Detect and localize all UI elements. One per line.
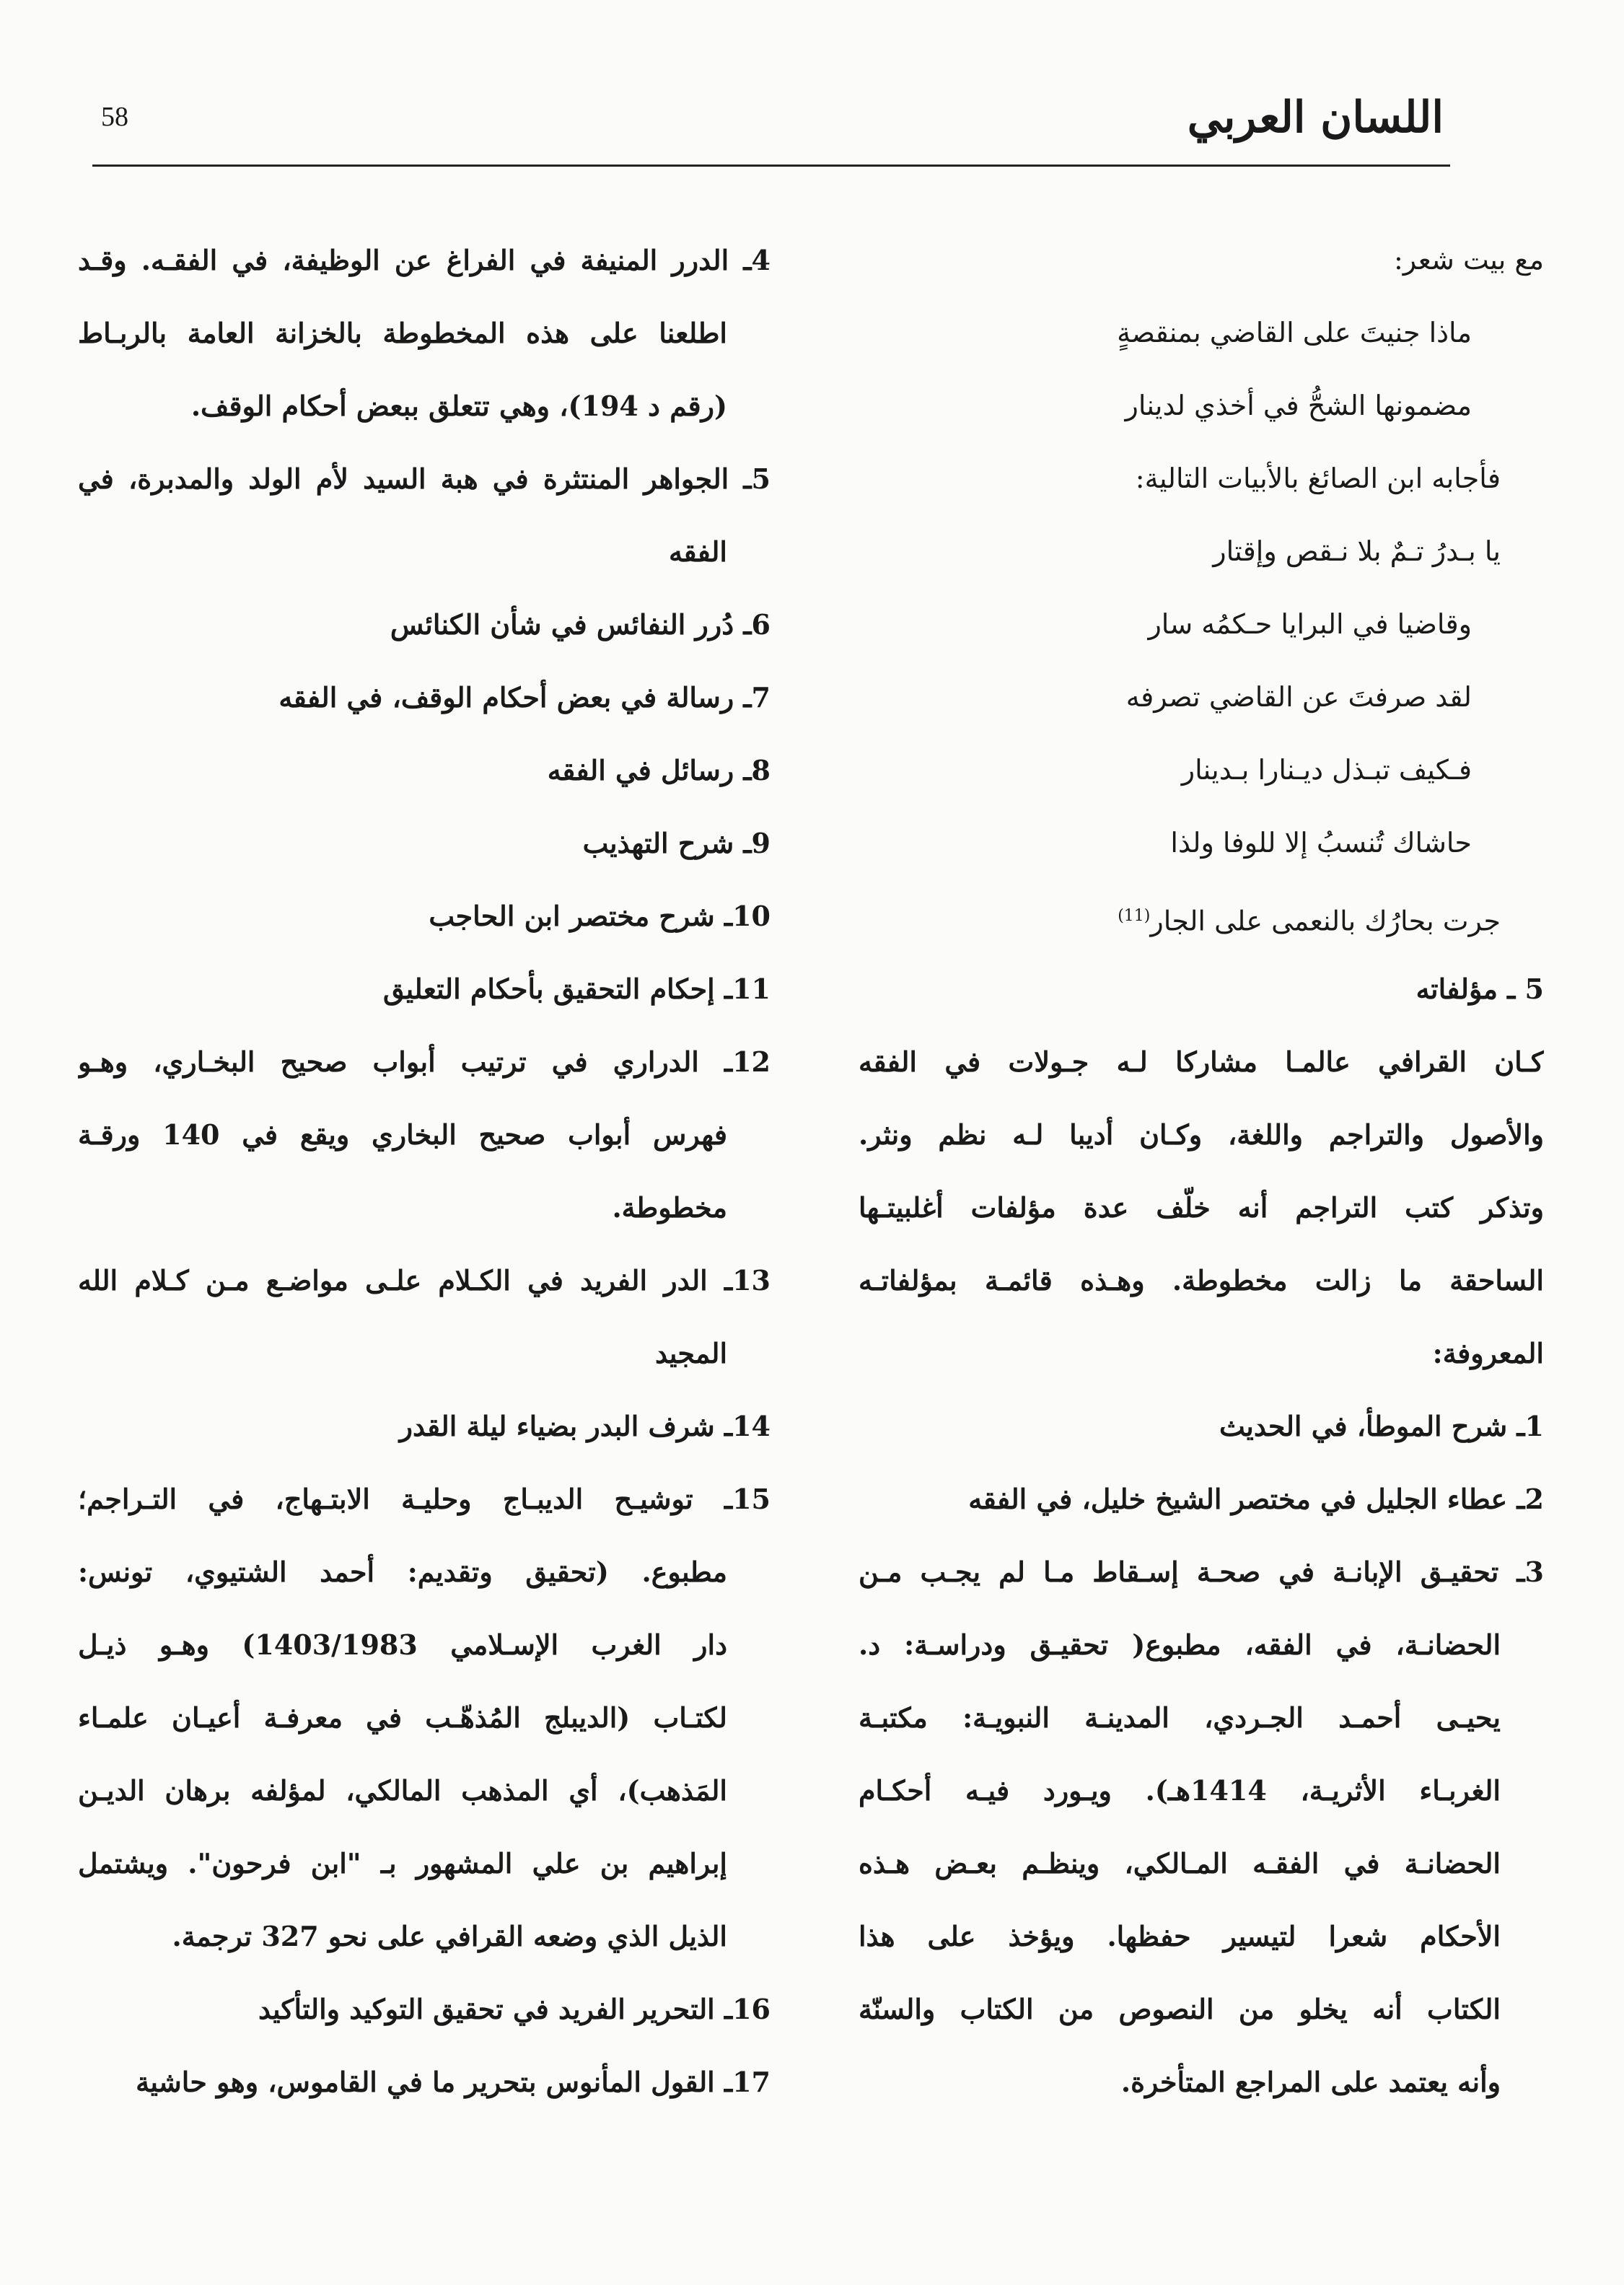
works-item-cont: (رقم د 194)، وهي تتعلق ببعض أحكام الوقف. <box>190 390 727 422</box>
works-item: 4ـ الدرر المنيفة في الفراغ عن الوظيفة، في الفقـه. وقـد <box>78 244 771 276</box>
right-column <box>859 224 1544 2118</box>
works-item-cont: لكتـاب (الديبلج المُذهّـب في معرفـة أعيـان علمـاء <box>78 1701 727 1734</box>
paragraph-line: المعروفة: <box>1432 1337 1544 1369</box>
reply-intro: فأجابه ابن الصائغ بالأبيات التالية: <box>1135 462 1501 494</box>
poem-line-last <box>859 880 1544 952</box>
works-item: 7ـ رسالة في بعض أحكام الوقف، في الفقه <box>278 681 771 714</box>
intro-line: مع بيت شعر: <box>1393 244 1544 276</box>
header-divider <box>92 165 1450 167</box>
poem-line-text: جرت بحارُك بالنعمى على الجار <box>1150 905 1501 937</box>
paragraph-line: والأصول والتراجم واللغة، وكـان أديبا لـه نظم ونثر. <box>859 1118 1544 1151</box>
works-item: 6ـ دُرر النفائس في شأن الكنائس <box>390 608 771 641</box>
works-item-cont: الأحكام شعرا لتيسير حفظها. ويؤخذ على هذا <box>859 1920 1501 1952</box>
paragraph-line: الساحقة ما زالت مخطوطة. وهـذه قائمـة بمؤلفاتـه <box>859 1264 1544 1297</box>
poem-line: حاشاك تُنسبُ إلا للوفا ولذا <box>1170 827 1472 859</box>
works-item: 12ـ الدراري في ترتيب أبواب صحيح البخـاري، وهـو <box>78 1045 771 1078</box>
poem-line: يا بـدرُ تـمٌ بلا نـقص وإقتار <box>1213 535 1501 567</box>
works-item: 5ـ الجواهر المنتثرة في هبة السيد لأم الولد والمدبرة، في <box>78 462 771 495</box>
poem-line: ماذا جنيتَ على القاضي بمنقصةٍ <box>1117 317 1472 348</box>
works-item: 3ـ تحقيـق الإبانـة في صحـة إسـقاط مـا لم يجـب مـن <box>859 1556 1544 1588</box>
works-item-cont: دار الغرب الإسـلامي 1403/1983) وهـو ذيـل <box>78 1628 727 1661</box>
journal-title: اللسان العربي <box>1187 92 1444 143</box>
works-item-cont: المَذهب)، أي المذهب المالكي، لمؤلفه برهان الديـن <box>78 1774 727 1807</box>
works-item-cont: الذيل الذي وضعه القرافي على نحو 327 ترجمة. <box>172 1920 727 1952</box>
works-item-cont: اطلعنا على هذه المخطوطة بالخزانة العامة بالربـاط <box>78 317 727 349</box>
works-item-cont: الفقه <box>669 535 727 568</box>
works-item: 8ـ رسائل في الفقه <box>547 754 771 786</box>
poem-line: لقد صرفتَ عن القاضي تصرفه <box>1125 681 1472 713</box>
section-heading: 5 ـ مؤلفاته <box>1415 973 1544 1005</box>
works-item-cont: مطبوع. (تحقيق وتقديم: أحمد الشتيوي، تونس: <box>78 1556 727 1588</box>
works-item-cont: مخطوطة. <box>612 1191 727 1224</box>
works-item: 1ـ شرح الموطأ، في الحديث <box>1219 1410 1544 1442</box>
works-item: 15ـ توشيـح الديبـاج وحليـة الابتـهاج، في التـراجم؛ <box>78 1483 771 1515</box>
works-item-cont: فهرس أبواب صحيح البخاري ويقع في 140 ورقـة <box>78 1118 727 1151</box>
poem-line: وقاضيا في البرايا حـكمُه سار <box>1148 608 1472 640</box>
works-item: 16ـ التحرير الفريد في تحقيق التوكيد والتأكيد <box>258 1993 771 2025</box>
works-item: 9ـ شرح التهذيب <box>582 827 771 859</box>
works-item: 13ـ الدر الفريد في الكـلام علـى مواضـع مـن كـلام الله <box>78 1264 771 1297</box>
poem-line: مضمونها الشحُّ في أخذي لدينار <box>1125 390 1472 421</box>
works-item-cont: الحضانـة في الفقـه المـالكي، وينظـم بعـض هـذه <box>859 1847 1501 1880</box>
works-item-cont: الغربـاء الأثريـة، 1414هـ). ويـورد فيـه أحكـام <box>859 1774 1501 1807</box>
works-item-cont: الكتاب أنه يخلو من النصوص من الكتاب والسنّة <box>859 1993 1501 2025</box>
left-column <box>78 224 771 2118</box>
works-item-cont: وأنه يعتمد على المراجع المتأخرة. <box>1120 2066 1501 2098</box>
works-item: 14ـ شرف البدر بضياء ليلة القدر <box>399 1410 771 1442</box>
works-item: 10ـ شرح مختصر ابن الحاجب <box>429 900 771 932</box>
works-item-cont: المجيد <box>654 1337 727 1369</box>
paragraph-line: كـان القرافي عالمـا مشاركا لـه جـولات في الفقه <box>859 1045 1544 1078</box>
works-item-cont: الحضانـة، في الفقه، مطبوع( تحقيـق ودراسـة: د. <box>859 1628 1501 1661</box>
works-item-cont: إبراهيم بن علي المشهور بـ "ابن فرحون". ويشتمل <box>78 1847 727 1880</box>
poem-line: فـكيف تبـذل ديـنارا بـدينار <box>1181 754 1472 786</box>
works-item: 11ـ إحكام التحقيق بأحكام التعليق <box>382 973 771 1005</box>
page-number: 58 <box>101 102 128 132</box>
paragraph-line: وتذكر كتب التراجم أنه خلّف عدة مؤلفات أغلبيتـها <box>859 1191 1544 1224</box>
works-item-cont: يحيـى أحمـد الجـردي، المدينـة النبويـة: مكتبـة <box>859 1701 1501 1734</box>
works-item: 17ـ القول المأنوس بتحرير ما في القاموس، وهو حاشية <box>136 2066 771 2098</box>
footnote-ref: (11) <box>1118 907 1151 925</box>
works-item: 2ـ عطاء الجليل في مختصر الشيخ خليل، في الفقه <box>968 1483 1544 1515</box>
